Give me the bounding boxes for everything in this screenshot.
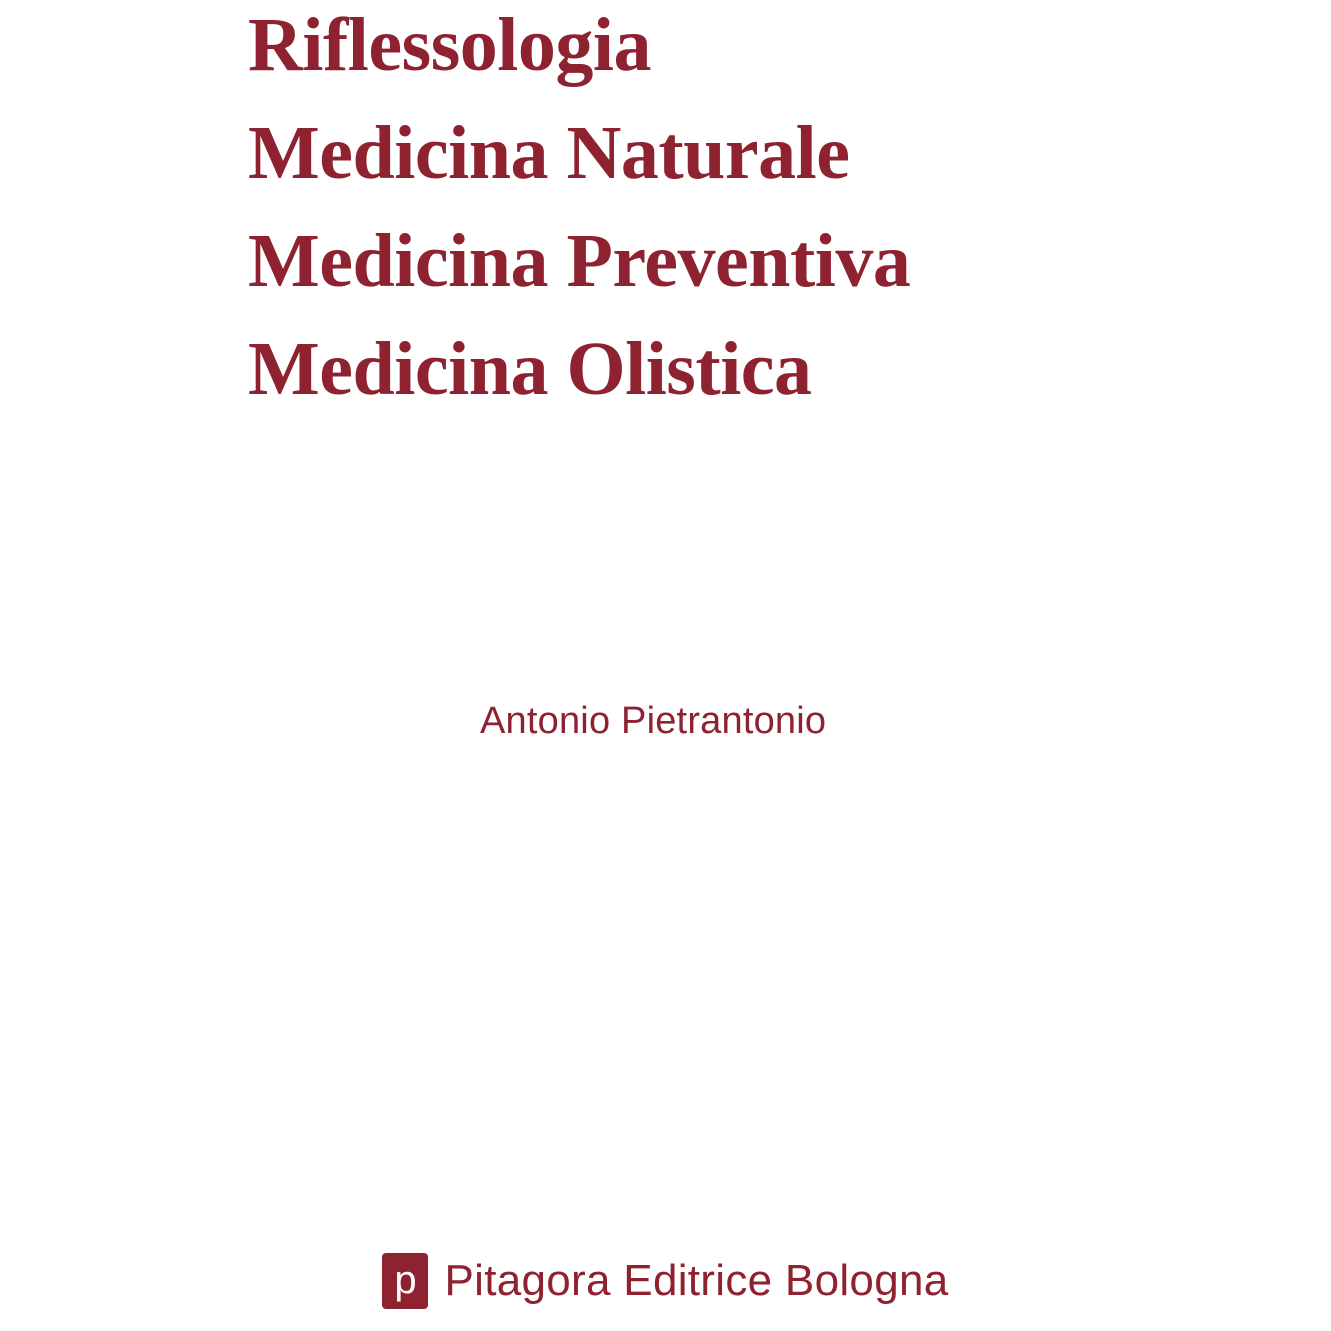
publisher-name: Pitagora Editrice Bologna (444, 1256, 949, 1305)
author-name: Antonio Pietrantonio (480, 700, 827, 742)
pitagora-logo-icon (382, 1253, 428, 1309)
title-line-4: Medicina Olistica (248, 326, 812, 411)
cover-title (248, 0, 1248, 424)
title-line-2: Medicina Naturale (248, 110, 850, 195)
title-line-3: Medicina Preventiva (248, 218, 911, 303)
title-line-1: Riflessologia (248, 3, 652, 87)
publisher-block (0, 1253, 1331, 1309)
